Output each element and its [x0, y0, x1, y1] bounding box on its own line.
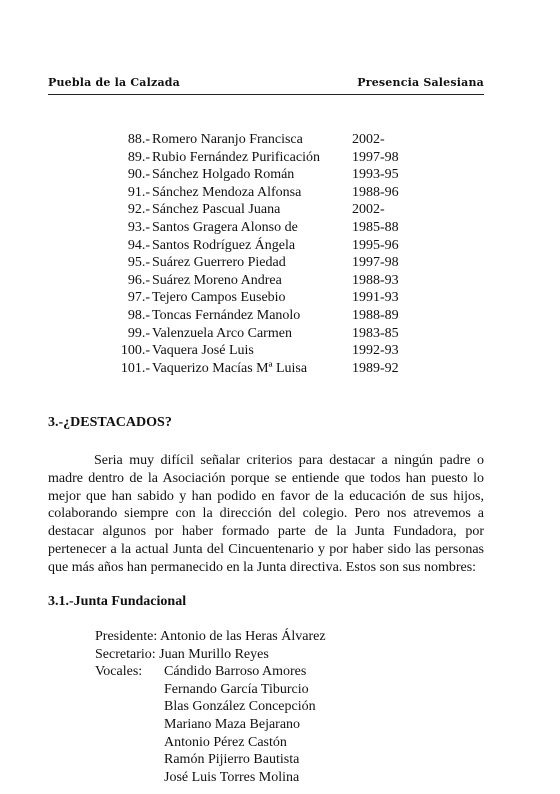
subsection-heading: 3.1.-Junta Fundacional: [48, 594, 187, 609]
list-item: [108, 149, 438, 167]
list-item: [108, 342, 438, 360]
list-item-years: 2002-: [352, 202, 385, 218]
vocal-name: Fernando García Tiburcio: [164, 681, 309, 697]
list-item: [108, 360, 438, 378]
list-item-years: 1985-88: [352, 219, 399, 235]
list-item-name: Sánchez Holgado Román: [152, 167, 295, 183]
list-item: [108, 237, 438, 255]
list-item-name: Vaquera José Luis: [152, 343, 254, 359]
section-paragraph: Seria muy difícil señalar criterios para destacar a ningún padre o madre dentro de la Asociación porque se entiende que todos han puesto lo mejor que han sabido y han podido en favor de la educación de sus hijos, colaborando siempre con la dirección del colegio. Pero nos atrevemos a destacar algunos por haber formado parte de la Junta Fundadora, por pertenecer a la actual Junta del Cincuentenario y por haber sido las personas que más años han permanecido en la Junta directiva. Estos son sus nombres:: [48, 453, 484, 575]
list-item-number: 93.-: [127, 219, 150, 235]
list-item-name: Romero Naranjo Francisca: [152, 132, 303, 147]
roster-line-vocal: [95, 663, 326, 681]
list-item-years: 1997-98: [352, 255, 399, 271]
list-item-name: Santos Gragera Alonso de: [152, 219, 298, 235]
list-item: [108, 272, 438, 290]
list-item-number: 98.-: [127, 307, 150, 323]
list-item: [108, 289, 438, 307]
list-item-number: 88.-: [127, 132, 150, 147]
list-item: [108, 184, 438, 202]
list-item: [108, 131, 438, 149]
list-item-years: 1993-95: [352, 167, 399, 183]
secretario-name: Juan Murillo Reyes: [159, 646, 269, 662]
list-item-name: Sánchez Mendoza Alfonsa: [152, 184, 302, 200]
list-item: [108, 325, 438, 343]
list-item-years: 1983-85: [352, 325, 399, 341]
list-item-name: Toncas Fernández Manolo: [152, 307, 301, 323]
list-item-name: Valenzuela Arco Carmen: [152, 325, 292, 341]
list-item-name: Rubio Fernández Purificación: [152, 149, 320, 165]
list-item-name: Santos Rodríguez Ángela: [152, 237, 296, 253]
list-item-years: 1995-96: [352, 237, 399, 253]
header-right-title: Presencia Salesiana: [357, 76, 484, 89]
roster-line-vocal: [95, 734, 326, 752]
roster-line-vocal: [95, 769, 326, 787]
header-left-title: Puebla de la Calzada: [48, 76, 181, 89]
secretario-label: Secretario:: [95, 646, 156, 662]
list-item-number: 101.-: [120, 360, 150, 376]
roster-line-presidente: [95, 628, 326, 646]
roster-line-vocal: [95, 716, 326, 734]
list-item: [108, 166, 438, 184]
list-item-number: 99.-: [127, 325, 150, 341]
roster-line-secretario: [95, 646, 326, 664]
section-heading: 3.-¿DESTACADOS?: [48, 415, 172, 430]
vocales-list: [95, 663, 326, 786]
vocal-name: Cándido Barroso Amores: [164, 664, 307, 680]
list-item-number: 90.-: [127, 167, 150, 183]
list-item: [108, 201, 438, 219]
list-item-number: 95.-: [127, 255, 150, 271]
vocal-name: Blas González Concepción: [164, 699, 316, 715]
roster-line-vocal: [95, 751, 326, 769]
junta-roster: [95, 628, 326, 786]
list-item-name: Suárez Moreno Andrea: [152, 272, 282, 288]
page-header: [48, 76, 484, 95]
list-item: [108, 254, 438, 272]
list-item-years: 1991-93: [352, 290, 399, 306]
list-item-years: 2002-: [352, 132, 385, 147]
list-item-years: 1988-93: [352, 272, 399, 288]
list-item: [108, 307, 438, 325]
roster-line-vocal: [95, 698, 326, 716]
list-item-number: 92.-: [127, 202, 150, 218]
vocales-label: Vocales:: [95, 664, 143, 680]
vocal-name: Ramón Pijierro Bautista: [164, 752, 300, 768]
list-item: [108, 219, 438, 237]
list-item-number: 96.-: [127, 272, 150, 288]
vocal-name: Antonio Pérez Castón: [164, 734, 287, 750]
list-item-number: 89.-: [127, 149, 150, 165]
presidente-name: Antonio de las Heras Álvarez: [159, 629, 326, 644]
roster-line-vocal: [95, 681, 326, 699]
list-item-years: 1992-93: [352, 343, 399, 359]
list-item-years: 1988-96: [352, 184, 399, 200]
list-item-name: Vaquerizo Macías Mª Luisa: [152, 360, 308, 376]
list-item-years: 1989-92: [352, 360, 399, 376]
vocal-name: Mariano Maza Bejarano: [164, 716, 301, 732]
list-item-years: 1988-89: [352, 307, 399, 323]
list-item-number: 94.-: [127, 237, 150, 253]
list-item-name: Suárez Guerrero Piedad: [152, 255, 286, 271]
presidente-label: Presidente:: [95, 629, 158, 644]
list-item-name: Tejero Campos Eusebio: [152, 290, 286, 306]
list-item-name: Sánchez Pascual Juana: [152, 202, 281, 218]
vocal-name: José Luis Torres Molina: [164, 769, 300, 785]
list-item-years: 1997-98: [352, 149, 399, 165]
list-item-number: 91.-: [127, 184, 150, 200]
list-item-number: 97.-: [127, 290, 150, 306]
member-list: [108, 131, 438, 377]
list-item-number: 100.-: [120, 343, 150, 359]
